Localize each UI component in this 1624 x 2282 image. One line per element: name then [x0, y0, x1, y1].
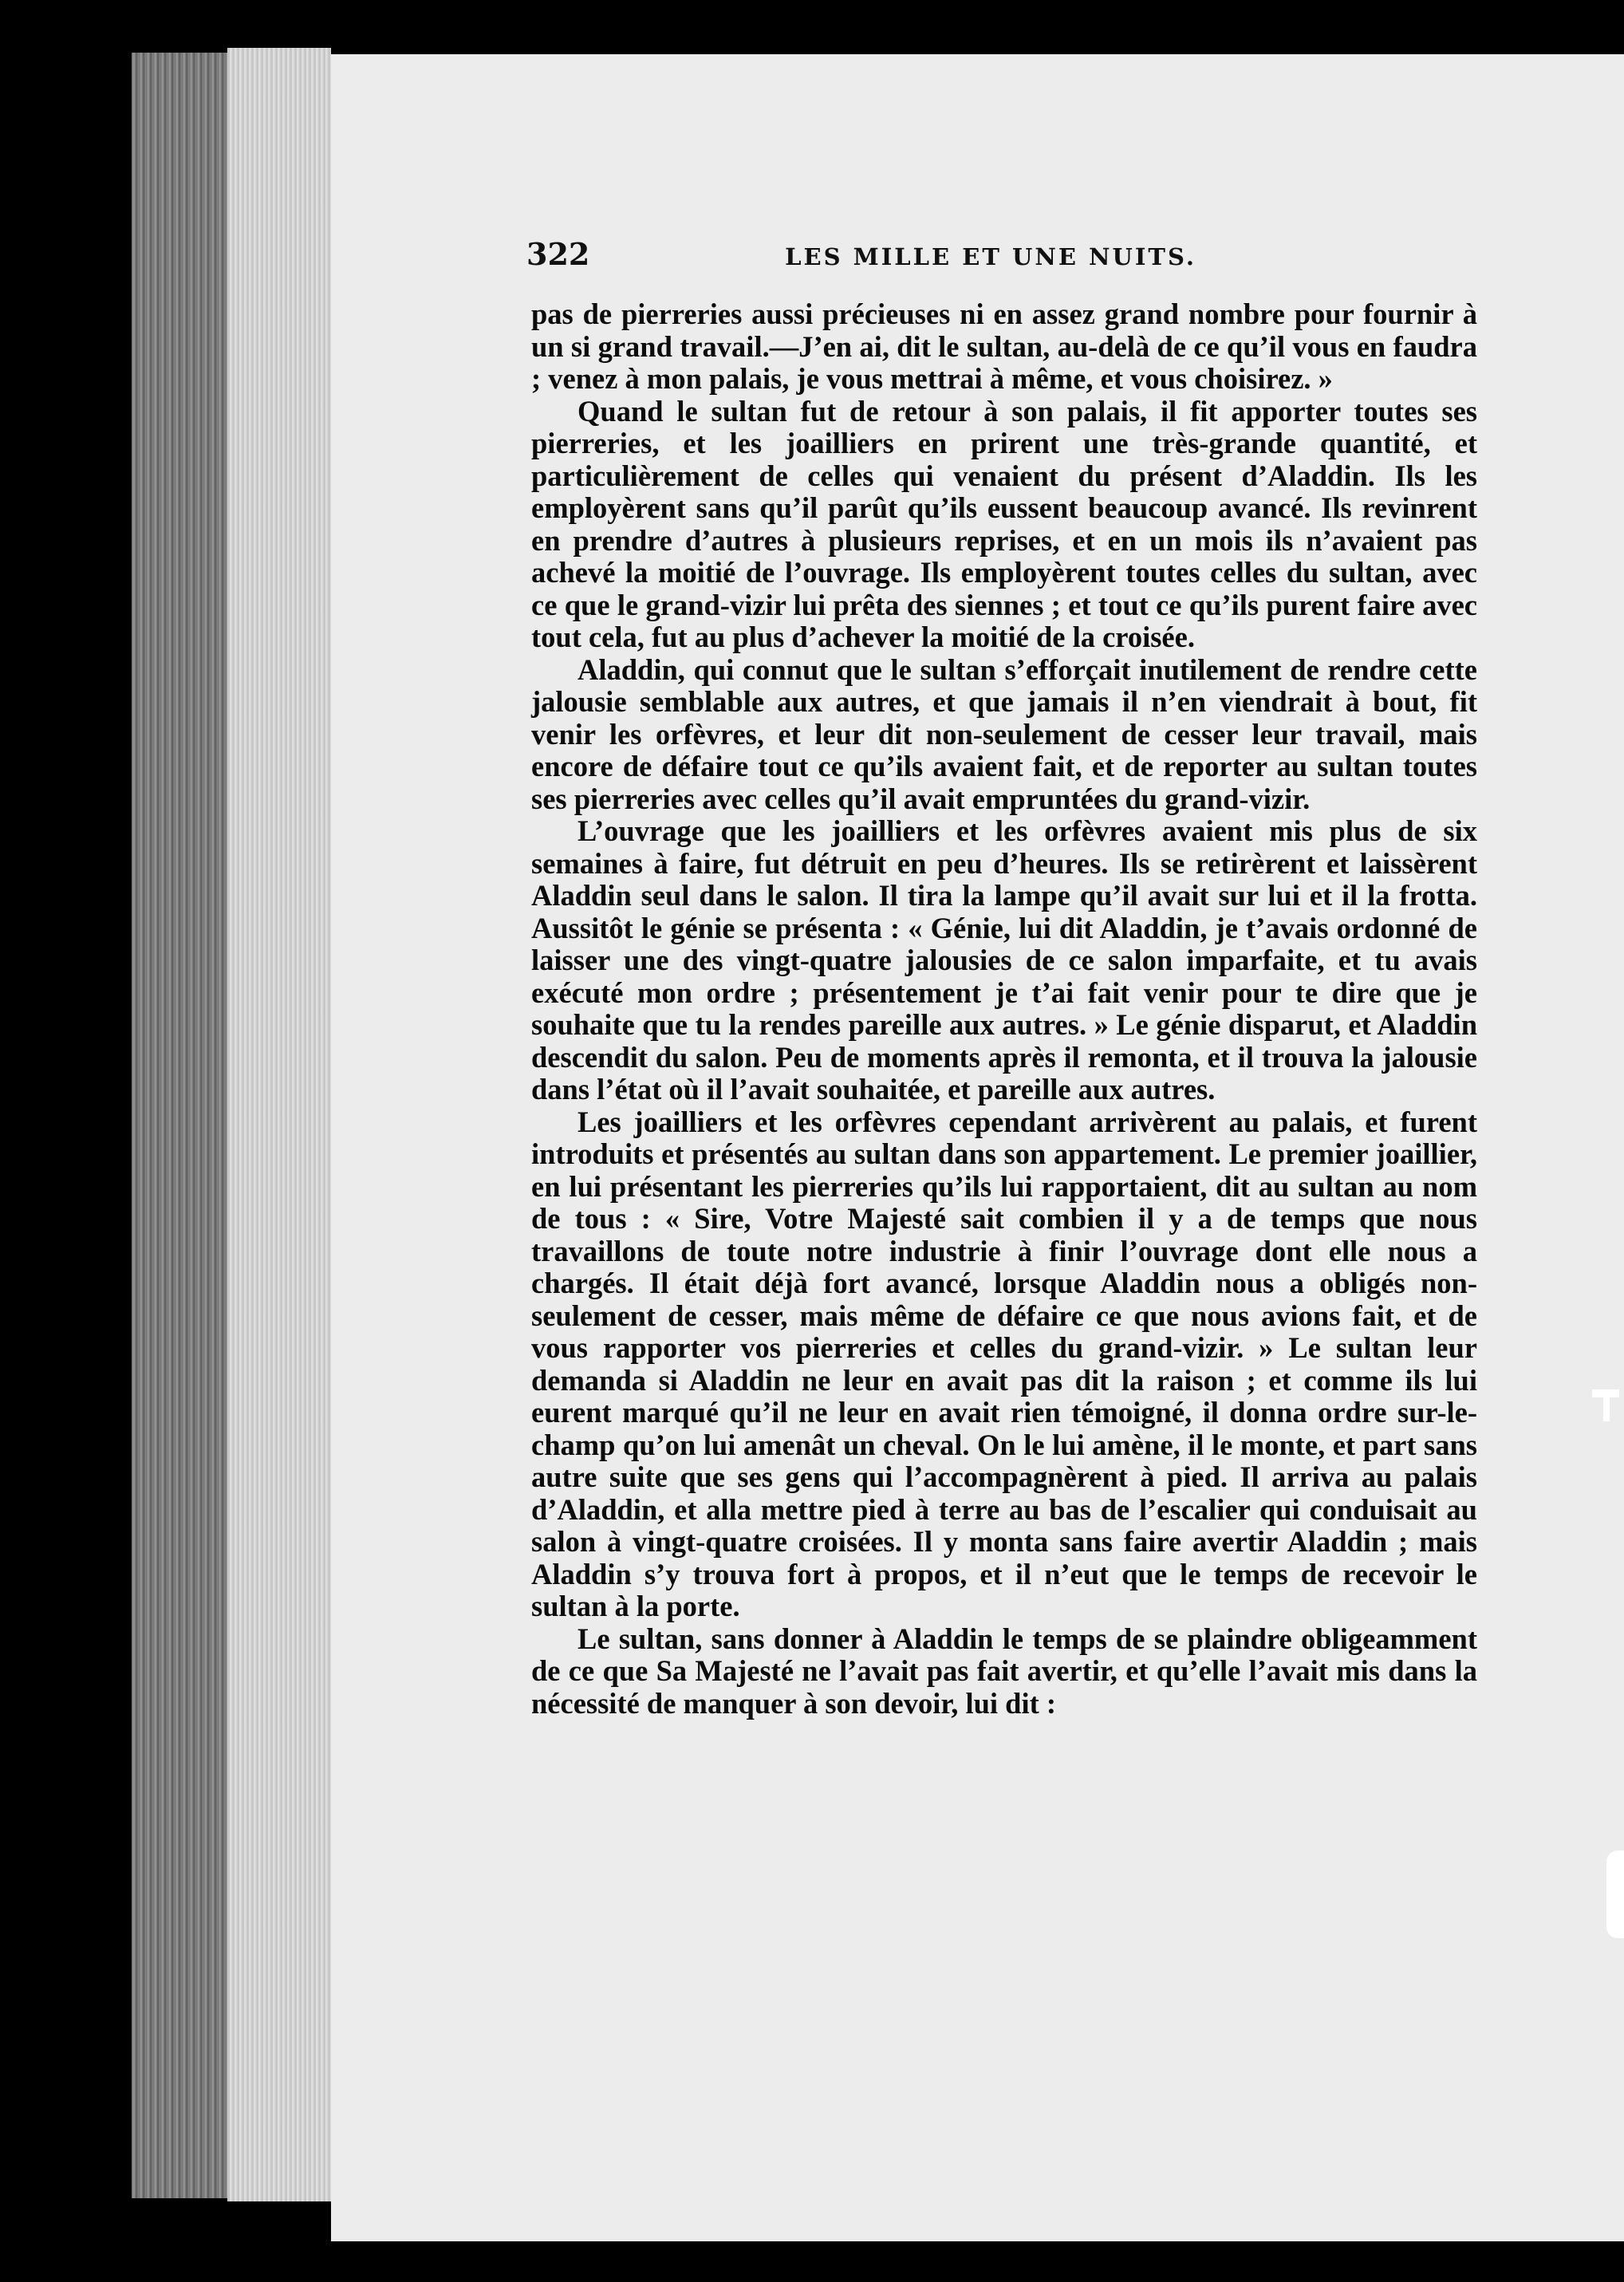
body-text: [531, 298, 1477, 1720]
page-header: [526, 236, 1196, 272]
running-title: LES MILLE ET UNE NUITS.: [785, 243, 1196, 270]
page-edges: [227, 48, 331, 2201]
paragraph: Quand le sultan fut de retour à son palais, il fit apporter toutes ses pierreries, et les joailliers en prirent une très-grande quantité, et particulièrement de celles qui venaient du présent d’Aladdin. Ils les employèrent sans qu’il parût qu’ils eussent beaucoup avancé. Ils revinrent en prendre d’autres à plusieurs reprises, et en un mois ils n’avaient pas achevé la moitié de l’ouvrage. Ils employèrent toutes celles du sultan, avec ce que le grand-vizir lui prêta des siennes ; et tout ce qu’ils purent faire avec tout cela, fut au plus d’achever la moitié de la croisée.: [531, 394, 1477, 653]
paragraph: pas de pierreries aussi précieuses ni en assez grand nombre pour fournir à un si grand travail.—J’en ai, dit le sultan, au-delà de ce qu’il vous en faudra ; venez à mon palais, je vous mettrai à même, et vous choisirez. »: [531, 298, 1477, 395]
paragraph: Les joailliers et les orfèvres cependant arrivèrent au palais, et furent introduits et présentés au sultan dans son appartement. Le premier joaillier, en lui présentant les pierreries qu’ils lui rapportaient, dit au sultan au nom de tous : « Sire, Votre Majesté sait combien il y a de temps que nous travaillons de toute notre industrie à finir l’ouvrage dont elle nous a chargés. Il était déjà fort avancé, lorsque Aladdin nous a obligés non-seulement de cesser, mais même de défaire ce que nous avions fait, et de vous rapporter vos pierreries et celles du grand-vizir. » Le sultan leur demanda si Aladdin ne leur en avait pas dit la raison ; et comme ils lui eurent marqué qu’il ne leur en avait rien témoigné, il donna ordre sur-le-champ qu’on lui amenât un cheval. On le lui amène, il le monte, et part sans autre suite que ses gens qui l’accompagnèrent à pied. Il arriva au palais d’Aladdin, et alla mettre pied à terre au bas de l’escalier qui conduisait au salon à vingt-quatre croisées. Il y monta sans faire avertir Aladdin ; mais Aladdin s’y trouva fort à propos, et il n’eut que le temps de recevoir le sultan à la porte.: [531, 1105, 1477, 1622]
margin-mark: [1606, 1850, 1624, 1938]
page-number: 322: [526, 236, 590, 272]
paragraph: Le sultan, sans donner à Aladdin le temps de se plaindre obligeamment de ce que Sa Majesté ne l’avait pas fait avertir, et qu’elle l’avait mis dans la nécessité de manquer à son devoir, lui dit :: [531, 1622, 1477, 1720]
book-spine: [132, 53, 227, 2198]
paragraph: Aladdin, qui connut que le sultan s’efforçait inutilement de rendre cette jalousie semblable aux autres, et que jamais il n’en viendrait à bout, fit venir les orfèvres, et leur dit non-seulement de cesser leur travail, mais encore de défaire tout ce qu’ils avaient fait, et de reporter au sultan toutes ses pierreries avec celles qu’il avait empruntées du grand-vizir.: [531, 652, 1477, 815]
paragraph: L’ouvrage que les joailliers et les orfèvres avaient mis plus de six semaines à faire, fut détruit en peu d’heures. Ils se retirèrent et laissèrent Aladdin seul dans le salon. Il tira la lampe qu’il avait sur lui et il la frotta. Aussitôt le génie se présenta : « Génie, lui dit Aladdin, je t’avais ordonné de laisser une des vingt-quatre jalousies de ce salon imparfaite, et tu avais exécuté mon ordre ; présentement je t’ai fait venir pour te dire que je souhaite que tu la rendes pareille aux autres. » Le génie disparut, et Aladdin descendit du salon. Peu de moments après il remonta, et il trouva la jalousie dans l’état où il l’avait souhaitée, et pareille aux autres.: [531, 814, 1477, 1106]
margin-mark: [1603, 1397, 1610, 1421]
margin-mark: [1592, 1389, 1619, 1397]
